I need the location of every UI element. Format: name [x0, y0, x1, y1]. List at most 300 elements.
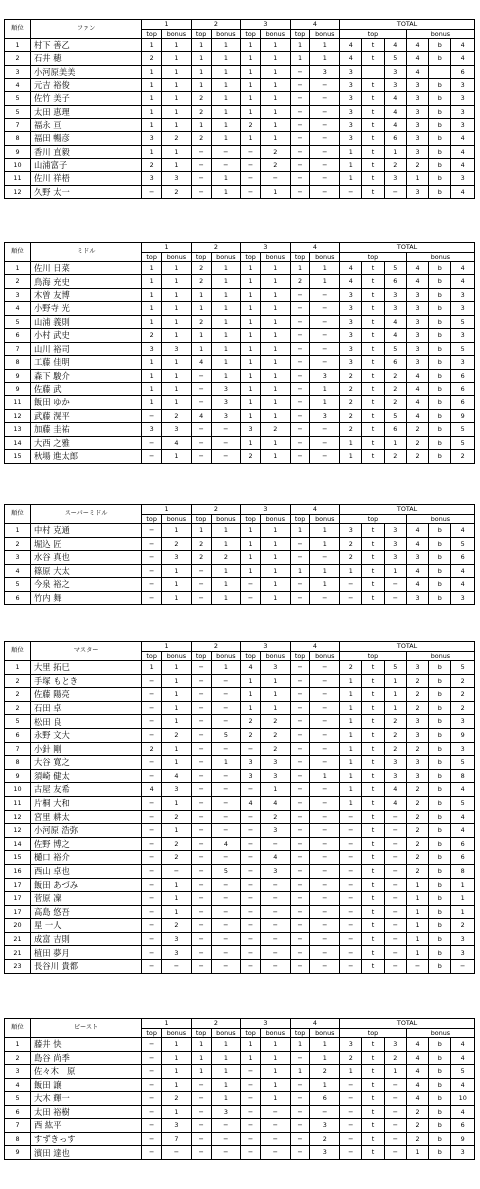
total-cell: 9 — [451, 409, 475, 422]
score-cell: 1 — [290, 39, 310, 52]
table-row — [5, 769, 475, 783]
table-body — [5, 262, 475, 464]
score-cell: 1 — [162, 1105, 192, 1119]
total-cell: 2 — [384, 742, 406, 756]
total-cell: 4 — [451, 564, 475, 578]
score-cell: 1 — [211, 537, 241, 551]
total-bonus-header: bonus — [406, 253, 474, 262]
total-cell: 5 — [384, 262, 406, 275]
total-cell: 3 — [406, 79, 428, 92]
score-cell: 1 — [162, 119, 192, 132]
rank-cell: 4 — [5, 564, 31, 578]
score-cell: 3 — [162, 783, 192, 797]
total-cell: 2 — [340, 423, 362, 436]
total-cell: t — [362, 878, 384, 892]
table-section-fan — [4, 19, 475, 199]
table-row — [5, 851, 475, 865]
score-cell: − — [142, 409, 162, 422]
total-cell: t — [362, 396, 384, 409]
total-cell: b — [429, 1092, 451, 1106]
total-cell: 6 — [451, 65, 475, 78]
score-cell: 1 — [142, 275, 162, 288]
score-cell: − — [142, 674, 162, 688]
score-cell: 1 — [211, 356, 241, 369]
score-cell: − — [191, 1105, 211, 1119]
rank-cell: 4 — [5, 302, 31, 315]
total-cell: 3 — [340, 92, 362, 105]
total-cell: b — [429, 810, 451, 824]
table-row — [5, 409, 475, 422]
total-cell: b — [429, 837, 451, 851]
table-section-super-middle — [4, 504, 475, 605]
score-cell: 1 — [162, 315, 192, 328]
score-cell: − — [310, 810, 340, 824]
rank-cell: 3 — [5, 65, 31, 78]
score-cell: − — [310, 92, 340, 105]
score-cell: − — [191, 423, 211, 436]
total-cell: 4 — [384, 783, 406, 797]
total-cell: 4 — [340, 39, 362, 52]
score-cell: 1 — [260, 450, 290, 463]
score-cell: 1 — [211, 39, 241, 52]
score-cell: 2 — [241, 728, 261, 742]
total-cell: b — [429, 756, 451, 770]
score-cell: 1 — [241, 288, 261, 301]
total-cell: b — [429, 551, 451, 565]
score-cell: − — [241, 1092, 261, 1106]
score-cell: 2 — [162, 185, 192, 198]
total-cell: 3 — [406, 661, 428, 675]
top-header: top — [142, 652, 162, 661]
total-cell: 5 — [384, 52, 406, 65]
score-cell: − — [290, 810, 310, 824]
total-cell: b — [429, 864, 451, 878]
total-cell: 2 — [384, 396, 406, 409]
score-cell: − — [290, 302, 310, 315]
score-cell: 1 — [241, 564, 261, 578]
rank-cell: 11 — [5, 396, 31, 409]
table-header — [5, 642, 475, 661]
score-cell: 1 — [162, 105, 192, 118]
score-cell: − — [290, 409, 310, 422]
total-cell: b — [429, 960, 451, 974]
score-cell: − — [290, 172, 310, 185]
bonus-header: bonus — [211, 515, 241, 524]
score-cell: 1 — [162, 1038, 192, 1052]
score-cell: − — [310, 1105, 340, 1119]
total-cell: − — [384, 1092, 406, 1106]
total-cell: t — [362, 172, 384, 185]
score-cell: 2 — [162, 132, 192, 145]
total-cell: 1 — [340, 436, 362, 449]
score-cell: 3 — [260, 661, 290, 675]
climber-name: 秋場 進太郎 — [30, 450, 141, 463]
climber-name: 佐々木 原 — [30, 1065, 141, 1079]
score-cell: − — [260, 892, 290, 906]
total-cell: − — [384, 1119, 406, 1133]
score-cell: − — [142, 1132, 162, 1146]
total-cell: 2 — [451, 674, 475, 688]
score-cell: 2 — [162, 728, 192, 742]
score-cell: 1 — [310, 39, 340, 52]
score-cell: − — [211, 1132, 241, 1146]
score-cell: − — [191, 382, 211, 395]
score-cell: 2 — [162, 1092, 192, 1106]
score-cell: 2 — [260, 810, 290, 824]
score-cell: 1 — [260, 79, 290, 92]
score-cell: − — [191, 1119, 211, 1133]
score-cell: 3 — [260, 756, 290, 770]
score-cell: 1 — [162, 450, 192, 463]
score-cell: 1 — [211, 132, 241, 145]
score-cell: 1 — [191, 288, 211, 301]
table-row — [5, 919, 475, 933]
total-cell: b — [429, 396, 451, 409]
score-cell: 1 — [241, 302, 261, 315]
score-cell: 1 — [162, 382, 192, 395]
top-header: top — [241, 1029, 261, 1038]
table-row — [5, 1146, 475, 1160]
total-cell: 10 — [451, 1092, 475, 1106]
top-header: top — [241, 515, 261, 524]
score-cell: 1 — [260, 783, 290, 797]
total-cell: 6 — [384, 423, 406, 436]
score-cell: − — [142, 878, 162, 892]
results-table — [4, 641, 475, 974]
score-cell: 1 — [162, 742, 192, 756]
total-cell: 1 — [384, 436, 406, 449]
total-cell: 1 — [406, 919, 428, 933]
score-cell: 1 — [310, 382, 340, 395]
total-cell: − — [384, 578, 406, 592]
total-cell: 2 — [340, 396, 362, 409]
score-cell: − — [310, 742, 340, 756]
score-cell: 1 — [290, 52, 310, 65]
total-cell: 5 — [451, 661, 475, 675]
table-row — [5, 396, 475, 409]
score-cell: 3 — [142, 132, 162, 145]
total-top-header: top — [340, 515, 407, 524]
total-cell: b — [429, 185, 451, 198]
climber-name: 松田 良 — [30, 715, 141, 729]
total-cell: 3 — [406, 551, 428, 565]
score-cell: − — [191, 145, 211, 158]
score-cell: 1 — [142, 315, 162, 328]
table-row — [5, 1105, 475, 1119]
total-cell: b — [429, 1078, 451, 1092]
total-cell: t — [362, 837, 384, 851]
score-cell: − — [241, 878, 261, 892]
score-cell: 2 — [211, 551, 241, 565]
total-cell: 3 — [384, 288, 406, 301]
total-cell: − — [384, 946, 406, 960]
score-cell: 2 — [260, 145, 290, 158]
score-cell: 1 — [162, 329, 192, 342]
score-cell: − — [142, 892, 162, 906]
score-cell: 3 — [310, 369, 340, 382]
total-cell: − — [340, 919, 362, 933]
score-cell: 1 — [211, 1092, 241, 1106]
rank-cell: 2 — [5, 537, 31, 551]
score-cell: 1 — [241, 1051, 261, 1065]
total-cell: 2 — [340, 537, 362, 551]
table-section-beast — [4, 1018, 475, 1160]
score-cell: 1 — [211, 756, 241, 770]
climber-name: 篠原 大太 — [30, 564, 141, 578]
score-cell: 1 — [162, 688, 192, 702]
score-cell: 2 — [191, 275, 211, 288]
score-cell: − — [290, 79, 310, 92]
total-cell: 3 — [406, 145, 428, 158]
total-cell: − — [340, 578, 362, 592]
score-cell: 1 — [260, 92, 290, 105]
bonus-header: bonus — [211, 30, 241, 39]
total-cell: 3 — [451, 932, 475, 946]
table-row — [5, 728, 475, 742]
table-row — [5, 436, 475, 449]
score-cell: − — [290, 132, 310, 145]
total-cell: − — [340, 1132, 362, 1146]
score-cell: − — [241, 824, 261, 838]
rank-header: 順位 — [5, 1019, 31, 1038]
total-cell: 6 — [451, 837, 475, 851]
score-cell: 1 — [142, 262, 162, 275]
score-cell: 3 — [162, 423, 192, 436]
climber-name: 佐川 日菜 — [30, 262, 141, 275]
total-cell: 4 — [451, 524, 475, 538]
total-cell: b — [429, 661, 451, 675]
score-cell: − — [310, 450, 340, 463]
score-cell: − — [142, 564, 162, 578]
total-cell: b — [429, 329, 451, 342]
rank-cell: 20 — [5, 919, 31, 933]
bonus-header: bonus — [162, 1029, 192, 1038]
total-cell: 1 — [384, 564, 406, 578]
top-header: top — [290, 1029, 310, 1038]
total-cell: 3 — [406, 756, 428, 770]
score-cell: 2 — [142, 159, 162, 172]
total-cell: − — [384, 851, 406, 865]
total-cell: 2 — [406, 1119, 428, 1133]
score-cell: 1 — [211, 185, 241, 198]
score-cell: 2 — [260, 728, 290, 742]
table-header — [5, 243, 475, 262]
bonus-header: bonus — [310, 515, 340, 524]
score-cell: 1 — [211, 92, 241, 105]
total-cell: t — [362, 742, 384, 756]
total-cell: 3 — [384, 79, 406, 92]
score-cell: − — [211, 892, 241, 906]
score-cell: 1 — [260, 564, 290, 578]
score-cell: − — [290, 946, 310, 960]
score-cell: − — [290, 674, 310, 688]
score-cell: 2 — [310, 1065, 340, 1079]
table-row — [5, 1092, 475, 1106]
total-cell: 4 — [340, 262, 362, 275]
total-cell: 3 — [451, 288, 475, 301]
round-header: 3 — [241, 20, 290, 30]
total-cell: 3 — [384, 65, 406, 78]
score-cell: 1 — [162, 674, 192, 688]
round-header: 3 — [241, 1019, 290, 1029]
climber-name: 長谷川 貴都 — [30, 960, 141, 974]
total-bonus-header: bonus — [406, 652, 474, 661]
score-cell: − — [310, 728, 340, 742]
score-cell: − — [211, 159, 241, 172]
rank-cell: 10 — [5, 783, 31, 797]
score-cell: − — [142, 1078, 162, 1092]
score-cell: − — [310, 119, 340, 132]
score-cell: − — [191, 1132, 211, 1146]
total-cell: 2 — [406, 423, 428, 436]
total-cell: − — [340, 932, 362, 946]
score-cell: − — [260, 946, 290, 960]
total-cell: 3 — [384, 302, 406, 315]
score-cell: 1 — [142, 288, 162, 301]
score-cell: − — [310, 960, 340, 974]
score-cell: 1 — [260, 329, 290, 342]
total-cell: 5 — [451, 756, 475, 770]
top-header: top — [191, 652, 211, 661]
total-cell: b — [429, 919, 451, 933]
score-cell: − — [290, 369, 310, 382]
score-cell: − — [290, 864, 310, 878]
header-row-main — [5, 243, 475, 253]
rank-cell: 2 — [5, 674, 31, 688]
score-cell: − — [142, 932, 162, 946]
total-cell: t — [362, 1105, 384, 1119]
total-cell: t — [362, 92, 384, 105]
climber-name: 村下 善乙 — [30, 39, 141, 52]
total-cell: t — [362, 450, 384, 463]
results-table — [4, 19, 475, 199]
score-cell: − — [310, 701, 340, 715]
total-cell: 3 — [384, 524, 406, 538]
score-cell: − — [142, 756, 162, 770]
score-cell: 4 — [260, 796, 290, 810]
round-header: 3 — [241, 243, 290, 253]
total-cell: t — [362, 892, 384, 906]
total-cell: b — [429, 1038, 451, 1052]
score-cell: 1 — [241, 275, 261, 288]
total-cell: b — [429, 578, 451, 592]
total-cell: 3 — [406, 105, 428, 118]
total-cell: 2 — [451, 688, 475, 702]
score-cell: − — [310, 132, 340, 145]
score-cell: 1 — [162, 1051, 192, 1065]
total-cell: 3 — [406, 302, 428, 315]
table-row — [5, 810, 475, 824]
score-cell: − — [260, 172, 290, 185]
score-cell: 4 — [191, 409, 211, 422]
rank-cell: 1 — [5, 1038, 31, 1052]
score-cell: − — [310, 423, 340, 436]
score-cell: − — [290, 105, 310, 118]
climber-name: 高島 悠吾 — [30, 905, 141, 919]
total-cell: − — [406, 960, 428, 974]
score-cell: 1 — [241, 524, 261, 538]
total-cell: 2 — [451, 919, 475, 933]
score-cell: − — [211, 783, 241, 797]
total-cell: t — [362, 356, 384, 369]
total-cell: 4 — [451, 52, 475, 65]
score-cell: − — [142, 1051, 162, 1065]
score-cell: − — [191, 688, 211, 702]
score-cell: 1 — [310, 1038, 340, 1052]
total-cell: 3 — [340, 356, 362, 369]
score-cell: − — [142, 905, 162, 919]
rank-cell: 8 — [5, 132, 31, 145]
climber-name: 片桐 大和 — [30, 796, 141, 810]
total-cell: 1 — [406, 1146, 428, 1160]
total-cell: − — [384, 1146, 406, 1160]
round-header: 1 — [142, 20, 191, 30]
score-cell: − — [290, 1146, 310, 1160]
total-cell: b — [429, 159, 451, 172]
score-cell: − — [211, 960, 241, 974]
round-header: 2 — [191, 1019, 240, 1029]
climber-name: 大里 拓巳 — [30, 661, 141, 675]
total-cell: 4 — [406, 369, 428, 382]
total-cell: t — [362, 688, 384, 702]
total-cell: 4 — [451, 810, 475, 824]
total-cell: 3 — [384, 769, 406, 783]
total-cell: 2 — [406, 674, 428, 688]
score-cell: 2 — [142, 52, 162, 65]
total-cell: b — [429, 932, 451, 946]
total-cell: 5 — [384, 661, 406, 675]
score-cell: 1 — [162, 796, 192, 810]
climber-name: 佐野 博之 — [30, 837, 141, 851]
table-row — [5, 578, 475, 592]
score-cell: 1 — [241, 436, 261, 449]
score-cell: − — [260, 919, 290, 933]
score-cell: − — [241, 1119, 261, 1133]
table-row — [5, 302, 475, 315]
top-header: top — [142, 1029, 162, 1038]
score-cell: 3 — [241, 769, 261, 783]
score-cell: − — [162, 864, 192, 878]
rank-cell: 16 — [5, 864, 31, 878]
score-cell: 1 — [211, 342, 241, 355]
total-cell: t — [362, 960, 384, 974]
climber-name: 久野 太一 — [30, 185, 141, 198]
total-cell: 3 — [451, 742, 475, 756]
round-header: 2 — [191, 642, 240, 652]
total-cell: 1 — [384, 688, 406, 702]
total-cell — [362, 65, 384, 78]
total-cell: 3 — [451, 591, 475, 605]
climber-name: 大西 之雅 — [30, 436, 141, 449]
top-header: top — [191, 30, 211, 39]
score-cell: 1 — [260, 132, 290, 145]
total-cell: t — [362, 1119, 384, 1133]
climber-name: 堀込 匠 — [30, 537, 141, 551]
table-row — [5, 92, 475, 105]
score-cell: − — [310, 864, 340, 878]
rank-cell: 9 — [5, 769, 31, 783]
bonus-header: bonus — [310, 253, 340, 262]
total-cell: 5 — [451, 423, 475, 436]
score-cell: − — [310, 851, 340, 865]
total-cell: − — [384, 185, 406, 198]
score-cell: − — [211, 450, 241, 463]
score-cell: − — [142, 1065, 162, 1079]
score-cell: 2 — [260, 159, 290, 172]
total-cell: − — [340, 810, 362, 824]
total-cell: t — [362, 185, 384, 198]
score-cell: − — [290, 185, 310, 198]
